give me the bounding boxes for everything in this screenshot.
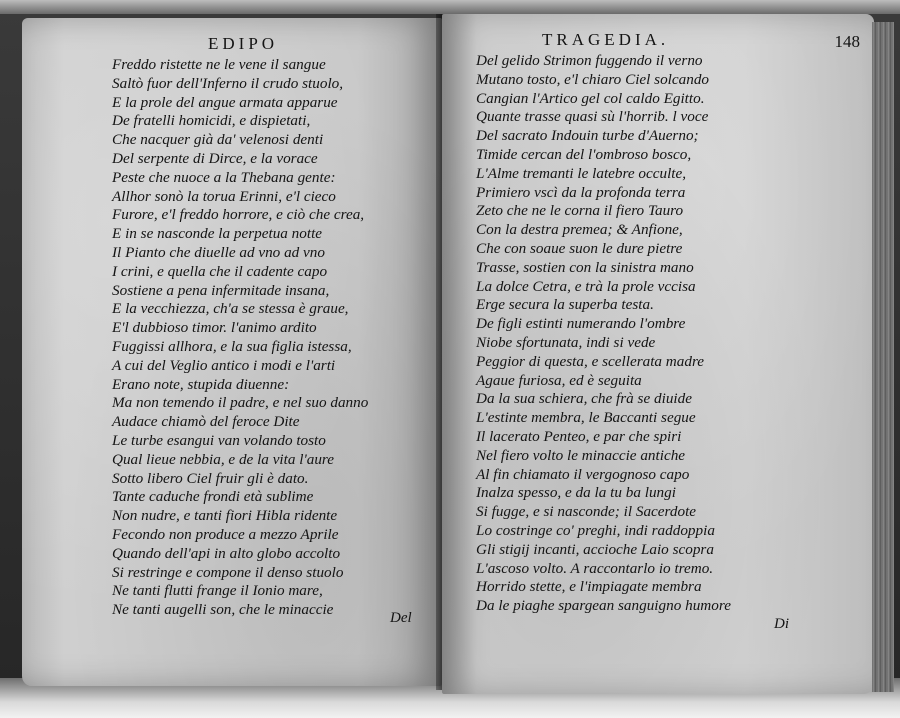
verse-line: Al fin chiamato il vergognoso capo <box>476 465 690 483</box>
verse-line: Non nudre, e tanti fiori Hibla ridente <box>112 507 338 525</box>
page-edges <box>872 22 894 692</box>
verse-line: E in se nasconde la perpetua notte <box>112 225 323 243</box>
verse-line: E la vecchiezza, ch'a se stessa è graue, <box>112 300 349 318</box>
verse-line: Allhor sonò la torua Erinni, e'l cieco <box>112 187 336 205</box>
verse-line: Le turbe esangui van volando tosto <box>112 431 326 449</box>
verse-line: Ne tanti flutti frange il Ionio mare, <box>112 582 323 600</box>
verse-line: Sostiene a pena infermitade insana, <box>112 281 330 299</box>
left-verse-lines <box>112 56 368 620</box>
verse-line: De figli estinti numerando l'ombre <box>476 315 686 333</box>
verse-line: Timide cercan del l'ombroso bosco, <box>476 145 692 163</box>
verse-line: L'estinte membra, le Baccanti segue <box>476 409 696 427</box>
verse-line: Che con soaue suon le dure pietre <box>476 239 683 257</box>
verse-line: Cangian l'Artico gel col caldo Egitto. <box>476 89 705 107</box>
verse-line: Si restringe e compone il denso stuolo <box>112 563 344 581</box>
verse-line: Mutano tosto, e'l chiaro Ciel solcando <box>476 70 710 88</box>
verse-line: Tante caduche frondi età sublime <box>112 488 314 506</box>
right-running-head: TRAGEDIA. <box>542 30 670 49</box>
verse-line: Trasse, sostien con la sinistra mano <box>476 258 694 276</box>
right-page <box>442 14 874 694</box>
verse-line: Qual lieue nebbia, e de la vita l'aure <box>112 450 335 468</box>
left-catchword: Del <box>390 610 412 626</box>
verse-line: Sotto libero Ciel fruir gli è dato. <box>112 469 309 487</box>
verse-line: Agaue furiosa, ed è seguita <box>476 371 642 389</box>
verse-line: Fuggissi allhora, e la sua figlia istessa, <box>112 337 352 355</box>
verse-line: L'ascoso volto. A raccontarlo io tremo. <box>476 559 714 577</box>
verse-line: Inalza spesso, e da la tu ba lungi <box>476 484 676 502</box>
verse-line: Furore, e'l freddo horrore, e ciò che crea, <box>112 206 365 224</box>
verse-line: Lo costringe co' preghi, indi raddoppia <box>476 521 715 539</box>
right-verse-lines <box>476 52 731 616</box>
verse-line: Horrido stette, e l'impiagate membra <box>476 578 702 596</box>
verse-line: Con la destra premea; & Anfione, <box>476 221 683 239</box>
left-running-head: EDIPO <box>208 34 279 53</box>
verse-line: Ma non temendo il padre, e nel suo danno <box>112 394 369 412</box>
verse-line: Del serpente di Dirce, e la vorace <box>112 149 318 167</box>
verse-line: Ne tanti augelli son, che le minaccie <box>112 601 334 619</box>
verse-line: Del sacrato Indouin turbe d'Auerno; <box>476 127 699 145</box>
verse-line: Niobe sfortunata, indi si vede <box>476 333 656 351</box>
verse-line: Audace chiamò del feroce Dite <box>112 413 300 431</box>
verse-line: Si fugge, e si nasconde; il Sacerdote <box>476 503 697 521</box>
verse-line: Peggior di questa, e scellerata madre <box>476 352 705 370</box>
verse-line: Erano note, stupida diuenne: <box>112 375 290 393</box>
verse-line: Zeto che ne le corna il fiero Tauro <box>476 202 684 220</box>
verse-line: Fecondo non produce a mezzo Aprile <box>112 525 339 543</box>
top-background-strip <box>0 0 900 14</box>
verse-line: Peste che nuoce a la Thebana gente: <box>112 168 336 186</box>
verse-line: Del gelido Strimon fuggendo il verno <box>476 52 703 69</box>
verse-line: E'l dubbioso timor. l'animo ardito <box>112 319 317 337</box>
verse-line: Saltò fuor dell'Inferno il crudo stuolo, <box>112 74 344 92</box>
left-page <box>22 18 442 686</box>
verse-line: Da le piaghe spargean sanguigno humore <box>476 597 731 615</box>
verse-line: Il lacerato Penteo, e par che spiri <box>476 427 682 445</box>
verse-line: E la prole del angue armata apparue <box>112 93 338 111</box>
verse-line: Nel fiero volto le minaccie antiche <box>476 446 686 464</box>
verse-line: L'Alme tremanti le latebre occulte, <box>476 164 687 182</box>
verse-line: Quando dell'api in alto globo accolto <box>112 544 341 562</box>
verse-line: Quante trasse quasi sù l'horrib. l voce <box>476 108 709 126</box>
verse-line: Erge secura la superba testa. <box>476 296 654 314</box>
verse-line: Primiero vscì da la profonda terra <box>476 183 686 201</box>
verse-line: Che nacquer già da' velenosi denti <box>112 131 324 149</box>
verse-line: Freddo ristette ne le vene il sangue <box>112 56 326 73</box>
page-number: 148 <box>834 32 860 51</box>
verse-line: Gli stigij incanti, accioche Laio scopra <box>476 540 714 558</box>
verse-line: I crini, e quella che il cadente capo <box>112 262 328 280</box>
verse-line: Da la sua schiera, che frà se diuide <box>476 390 692 408</box>
verse-line: Il Pianto che diuelle ad vno ad vno <box>112 243 325 261</box>
verse-line: De fratelli homicidi, e dispietati, <box>112 112 311 130</box>
verse-line: A cui del Veglio antico i modi e l'arti <box>112 356 336 374</box>
verse-line: La dolce Cetra, e trà la prole vccisa <box>476 277 696 295</box>
right-catchword: Di <box>774 616 789 632</box>
